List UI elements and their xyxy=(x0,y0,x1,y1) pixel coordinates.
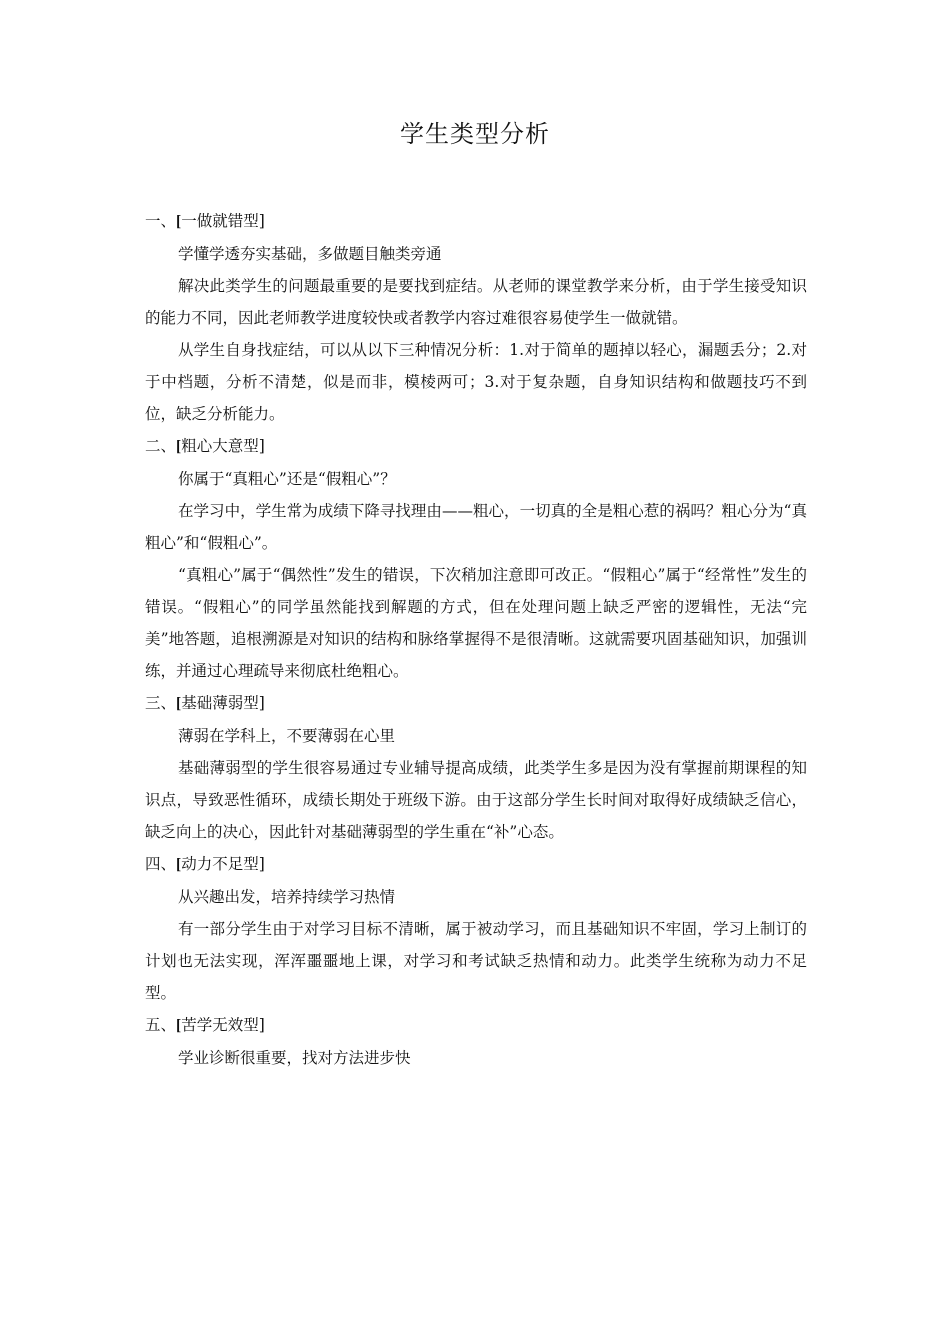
section-name: 苦学无效型] xyxy=(181,1016,265,1034)
section-subtitle: 薄弱在学科上，不要薄弱在心里 xyxy=(178,727,396,745)
section-name: 基础薄弱型] xyxy=(181,694,265,712)
section-subtitle: 你属于“真粗心”还是“假粗心”？ xyxy=(178,470,396,488)
section-heading xyxy=(145,430,807,463)
section-subtitle: 学业诊断很重要，找对方法进步快 xyxy=(178,1049,411,1067)
section-bracket: [ xyxy=(176,438,182,455)
section-heading xyxy=(145,205,807,238)
section-2 xyxy=(145,430,807,687)
section-name: 粗心大意型] xyxy=(181,437,265,455)
section-bracket: [ xyxy=(176,1017,182,1034)
section-bracket: [ xyxy=(176,695,182,712)
section-paragraph: 从学生自身找症结，可以从以下三种情况分析：1.对于简单的题掉以轻心，漏题丢分；2.对于中档题，分析不清楚，似是而非，模棱两可；3.对于复杂题，自身知识结构和做题技巧不到位，缺乏分析能力。 xyxy=(145,341,807,423)
section-number: 四、 xyxy=(145,855,177,873)
section-number: 三、 xyxy=(145,694,177,712)
section-bracket: [ xyxy=(176,213,182,230)
section-heading xyxy=(145,848,807,881)
section-1 xyxy=(145,205,807,430)
section-name: 动力不足型] xyxy=(181,855,265,873)
section-bracket: [ xyxy=(176,856,182,873)
section-5 xyxy=(145,1009,807,1074)
section-number: 二、 xyxy=(145,437,177,455)
section-heading xyxy=(145,687,807,720)
section-4 xyxy=(145,848,807,1009)
section-number: 五、 xyxy=(145,1016,177,1034)
document-body xyxy=(145,205,807,1074)
section-heading xyxy=(145,1009,807,1042)
page-title: 学生类型分析 xyxy=(400,120,550,148)
section-name: 一做就错型] xyxy=(181,212,265,230)
section-3 xyxy=(145,687,807,848)
section-paragraph: 在学习中，学生常为成绩下降寻找理由——粗心，一切真的全是粗心惹的祸吗？粗心分为“真粗心”和“假粗心”。 xyxy=(145,502,807,552)
section-number: 一、 xyxy=(145,212,177,230)
section-subtitle: 学懂学透夯实基础，多做题目触类旁通 xyxy=(178,245,442,263)
section-paragraph: 有一部分学生由于对学习目标不清晰，属于被动学习，而且基础知识不牢固，学习上制订的计划也无法实现，浑浑噩噩地上课，对学习和考试缺乏热情和动力。此类学生统称为动力不足型。 xyxy=(145,920,807,1002)
section-paragraph: 基础薄弱型的学生很容易通过专业辅导提高成绩，此类学生多是因为没有掌握前期课程的知识点，导致恶性循环，成绩长期处于班级下游。由于这部分学生长时间对取得好成绩缺乏信心，缺乏向上的决心，因此针对基础薄弱型的学生重在“补”心态。 xyxy=(145,759,807,841)
section-paragraph: “真粗心”属于“偶然性”发生的错误，下次稍加注意即可改正。“假粗心”属于“经常性”发生的错误。“假粗心”的同学虽然能找到解题的方式，但在处理问题上缺乏严密的逻辑性，无法“完美”地答题，追根溯源是对知识的结构和脉络掌握得不是很清晰。这就需要巩固基础知识，加强训练，并通过心理疏导来彻底杜绝粗心。 xyxy=(145,566,807,680)
section-paragraph: 解决此类学生的问题最重要的是要找到症结。从老师的课堂教学来分析，由于学生接受知识的能力不同，因此老师教学进度较快或者教学内容过难很容易使学生一做就错。 xyxy=(145,277,807,327)
section-subtitle: 从兴趣出发，培养持续学习热情 xyxy=(178,888,396,906)
